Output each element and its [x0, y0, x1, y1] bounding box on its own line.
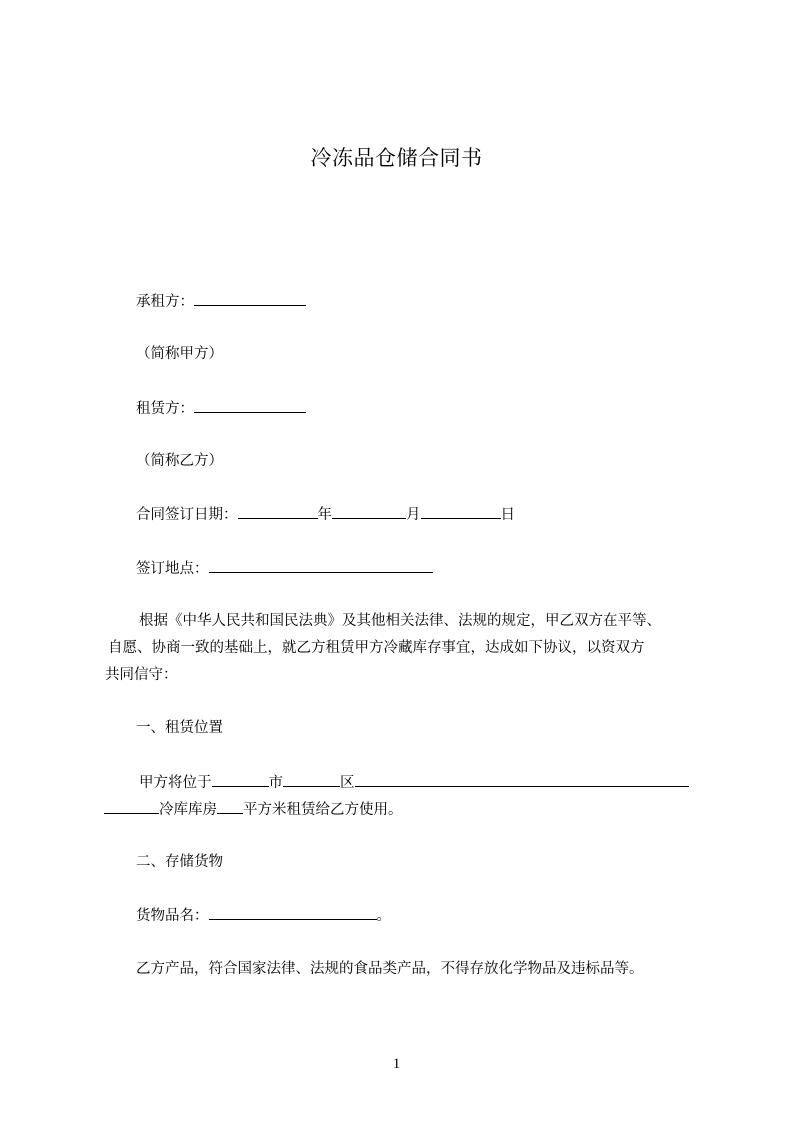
year-label: 年 — [317, 507, 332, 523]
month-blank[interactable] — [332, 504, 406, 519]
date-label: 合同签订日期： — [136, 507, 238, 523]
location-prefix: 甲方将位于 — [139, 775, 212, 791]
location-suffix: 冷库库房 — [159, 802, 217, 818]
day-label: 日 — [500, 507, 515, 523]
lessee-blank[interactable] — [194, 291, 306, 306]
goods-end: 。 — [376, 908, 391, 924]
document-title: 冷冻品仓储合同书 — [310, 146, 483, 170]
city-blank[interactable] — [212, 772, 269, 787]
lessee-line — [136, 291, 306, 312]
address-blank-cont[interactable] — [104, 799, 159, 814]
district-blank[interactable] — [283, 772, 340, 787]
goods-label: 货物品名： — [136, 908, 209, 924]
section-1-heading: 一、租赁位置 — [136, 720, 223, 736]
page-number: 1 — [392, 1056, 401, 1072]
party-b-note: （简称乙方） — [136, 453, 223, 469]
lessee-label: 承租方： — [136, 294, 194, 310]
address-blank[interactable] — [355, 772, 689, 787]
party-a-note: （简称甲方） — [136, 346, 223, 362]
intro-line-1: 根据《中华人民共和国民法典》及其他相关法律、法规的规定，甲乙双方在平等、 — [139, 613, 661, 629]
city-label: 市 — [268, 775, 283, 791]
goods-description: 乙方产品，符合国家法律、法规的食品类产品，不得存放化学物品及违标品等。 — [136, 961, 644, 977]
signing-date-line — [136, 504, 515, 525]
year-blank[interactable] — [238, 504, 318, 519]
goods-blank[interactable] — [209, 905, 377, 920]
lessor-line — [136, 398, 306, 419]
signing-place-line — [136, 558, 433, 579]
place-label: 签订地点： — [136, 561, 209, 577]
month-label: 月 — [406, 507, 421, 523]
location-line-1 — [139, 772, 689, 793]
intro-line-3: 共同信守： — [105, 667, 178, 683]
goods-name-line — [136, 905, 391, 926]
section-2-heading: 二、存储货物 — [136, 854, 223, 870]
location-line-2 — [104, 799, 403, 820]
day-blank[interactable] — [421, 504, 501, 519]
area-suffix: 平方米租赁给乙方使用。 — [243, 802, 403, 818]
place-blank[interactable] — [209, 558, 433, 573]
intro-line-2: 自愿、协商一致的基础上，就乙方租赁甲方冷藏库存事宜，达成如下协议，以资双方 — [108, 640, 645, 656]
lessor-blank[interactable] — [194, 398, 306, 413]
district-label: 区 — [340, 775, 355, 791]
lessor-label: 租赁方： — [136, 401, 194, 417]
area-blank[interactable] — [217, 799, 243, 814]
